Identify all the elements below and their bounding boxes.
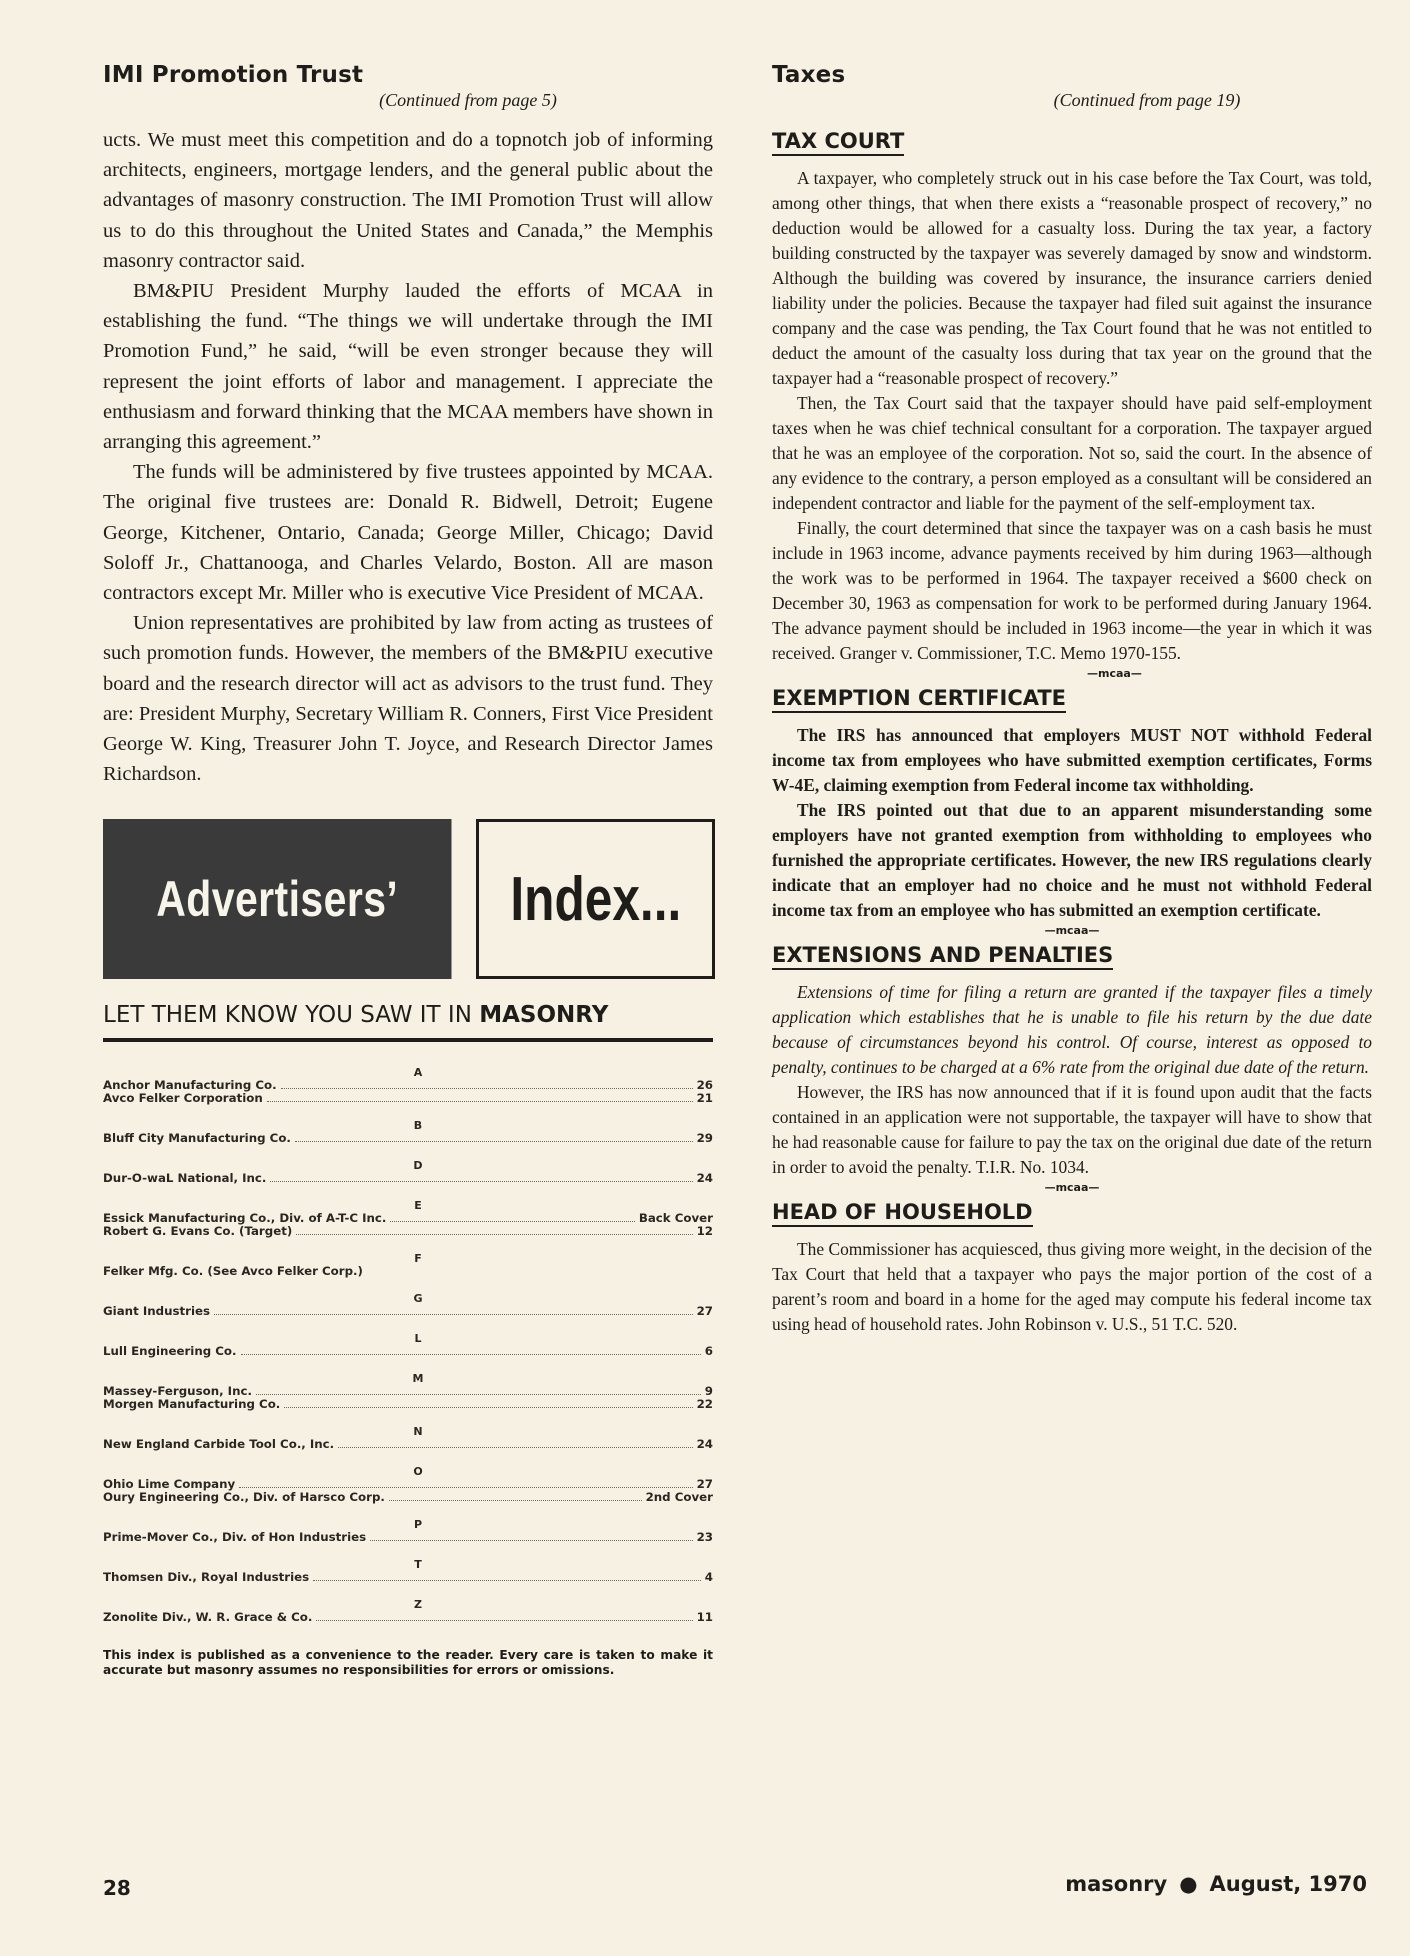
index-gap bbox=[103, 1238, 713, 1252]
banner-index-block bbox=[476, 819, 715, 979]
tax-court-paragraph-2: Then, the Tax Court said that the taxpayer should have paid self-employment taxes when he was chief technical consultant for a corporation. The taxpayer argued that he was an employee of the corporation. Not so, said the court. In the absence of any evidence to the contrary, a person employed as a consultant will be considered an independent contractor and liable for the payment of the self-employment tax. bbox=[772, 393, 1372, 513]
leader-dots bbox=[313, 1580, 701, 1581]
leader-dots bbox=[296, 1234, 692, 1235]
advertiser-page: 27 bbox=[696, 1477, 713, 1492]
leader-dots bbox=[267, 1101, 693, 1102]
index-row bbox=[103, 1172, 713, 1185]
advertisers-index-banner bbox=[103, 819, 713, 984]
tagline-prefix: LET THEM KNOW YOU SAW IT IN bbox=[103, 1002, 480, 1029]
bullet-icon: ● bbox=[1179, 1872, 1198, 1896]
index-row bbox=[103, 1132, 713, 1145]
index-row bbox=[103, 1305, 713, 1318]
leader-dots bbox=[241, 1354, 701, 1355]
index-letter: B bbox=[413, 1119, 423, 1133]
footer-publication bbox=[1065, 1872, 1367, 1896]
advertiser-page: 21 bbox=[696, 1091, 713, 1106]
exemption-paragraph-1: The IRS has announced that employers MUST NOT withhold Federal income tax from employees who have submitted exemption certificates, Forms W-4E, claiming exemption from Federal income tax withholding. bbox=[772, 725, 1372, 795]
index-letter: M bbox=[412, 1372, 424, 1386]
index-gap bbox=[103, 1318, 713, 1332]
tagline-masonry: MASONRY bbox=[479, 1002, 609, 1029]
index-row bbox=[103, 1438, 713, 1451]
section-title-extensions: EXTENSIONS AND PENALTIES bbox=[772, 943, 1113, 970]
continued-note-left: (Continued from page 5) bbox=[379, 90, 557, 110]
tax-court-paragraph-1: A taxpayer, who completely struck out in his case before the Tax Court, was told, among other things, that when there exists a “reasonable prospect of recovery,” no deduction would be allowed for a casualty loss. During the tax year, a factory building constructed by the taxpayer was severely damaged by snow and windstorm. Although the building was covered by insurance, the insurance carriers denied liability under the policies. Because the taxpayer had filed suit against the insurance company and the case was pending, the Tax Court found that he was not entitled to deduct the amount of the casualty loss during that tax year on the ground that the taxpayer had a “reasonable prospect of recovery.” bbox=[772, 168, 1372, 388]
index-row bbox=[103, 1571, 713, 1584]
advertiser-name: Avco Felker Corporation bbox=[103, 1091, 263, 1106]
advertiser-page: 26 bbox=[696, 1078, 713, 1093]
section-title-head-household: HEAD OF HOUSEHOLD bbox=[772, 1200, 1033, 1227]
right-column bbox=[772, 62, 1372, 1337]
advertiser-name: Thomsen Div., Royal Industries bbox=[103, 1570, 310, 1585]
index-letter: T bbox=[414, 1558, 422, 1572]
leader-dots bbox=[370, 1540, 692, 1541]
article-heading-taxes: Taxes bbox=[772, 62, 846, 88]
left-paragraph-1: ucts. We must meet this competition and do a topnotch job of informing architects, engineers, mortgage lenders, and the general public about the advantages of masonry construction. The IMI Promotion Trust will allow us to do this throughout the United States and Canada,” the Memphis masonry contractor said. bbox=[103, 129, 713, 272]
index-letter: P bbox=[413, 1518, 423, 1532]
leader-dots bbox=[281, 1088, 693, 1089]
advertiser-name: Robert G. Evans Co. (Target) bbox=[103, 1224, 293, 1239]
advertiser-name: Zonolite Div., W. R. Grace & Co. bbox=[103, 1610, 313, 1625]
advertiser-page: 23 bbox=[696, 1530, 713, 1545]
banner-advertisers-block: Advertisers’ bbox=[103, 819, 452, 979]
household-paragraph-1: The Commissioner has acquiesced, thus giving more weight, in the decision of the Tax Court that held that a taxpayer who pays the major portion of the cost of a parent’s room and board in a home for the aged may compute his federal income tax using head of household rates. John Robinson v. U.S., 51 T.C. 520. bbox=[772, 1239, 1372, 1334]
page-number: 28 bbox=[103, 1876, 131, 1900]
index-gap bbox=[103, 1544, 713, 1558]
advertiser-page: 2nd Cover bbox=[645, 1490, 713, 1505]
advertiser-page: 12 bbox=[696, 1224, 713, 1239]
advertiser-name: Oury Engineering Co., Div. of Harsco Corp. bbox=[103, 1490, 385, 1505]
index-row bbox=[103, 1611, 713, 1624]
advertiser-name: Essick Manufacturing Co., Div. of A-T-C Inc. bbox=[103, 1211, 387, 1226]
advertisers-index-list bbox=[103, 1066, 713, 1624]
advertiser-page: 27 bbox=[696, 1304, 713, 1319]
advertiser-name: Lull Engineering Co. bbox=[103, 1344, 237, 1359]
index-row bbox=[103, 1265, 713, 1278]
advertiser-name: Massey-Ferguson, Inc. bbox=[103, 1384, 252, 1399]
advertiser-page: 22 bbox=[696, 1397, 713, 1412]
footer-magazine: masonry bbox=[1065, 1872, 1168, 1896]
advertiser-page: 11 bbox=[696, 1610, 713, 1625]
index-disclaimer: This index is published as a convenience to the reader. Every care is taken to make it accurate but masonry assumes no responsibilities for errors or omissions. bbox=[103, 1648, 713, 1678]
left-column bbox=[103, 62, 713, 1678]
advertiser-page: 9 bbox=[704, 1384, 713, 1399]
index-letter: A bbox=[413, 1066, 423, 1080]
leader-dots bbox=[338, 1447, 692, 1448]
index-gap bbox=[103, 1145, 713, 1159]
left-paragraph-2: BM&PIU President Murphy lauded the efforts of MCAA in establishing the fund. “The things we will undertake through the IMI Promotion Fund,” he said, “will be even stronger because they will represent the joint efforts of labor and management. I appreciate the enthusiasm and forward thinking that the MCAA members have shown in arranging this agreement.” bbox=[103, 280, 713, 454]
advertiser-page: 24 bbox=[696, 1437, 713, 1452]
advertiser-name: Prime-Mover Co., Div. of Hon Industries bbox=[103, 1530, 367, 1545]
exemption-paragraph-2: The IRS pointed out that due to an apparent misunderstanding some employers have not granted exemption from withholding to employees who furnished the appropriate certificates. However, the new IRS regulations clearly indicate that an employer had no choice and he must not withhold Federal income tax from an employee who has submitted an exemption certificate. bbox=[772, 800, 1372, 920]
index-letter: L bbox=[414, 1332, 422, 1346]
index-gap bbox=[103, 1185, 713, 1199]
leader-dots bbox=[270, 1181, 692, 1182]
index-row bbox=[103, 1092, 713, 1105]
mcaa-divider-3: —mcaa— bbox=[1044, 1181, 1100, 1194]
index-row bbox=[103, 1398, 713, 1411]
extensions-paragraph-1: Extensions of time for filing a return are granted if the taxpayer files a timely application which establishes that he is unable to file his return by the due date because of circumstances beyond his control. Of course, interest as opposed to penalty, continues to be charged at a 6% rate from the original due date of the return. bbox=[772, 982, 1372, 1077]
mcaa-divider-1: —mcaa— bbox=[1087, 667, 1142, 680]
index-gap bbox=[103, 1451, 713, 1465]
extensions-paragraph-2: However, the IRS has now announced that if it is found upon audit that the facts contained in an application were not supportable, the taxpayer will have to show that he had reasonable cause for failure to pay the tax on the original due date of the return in order to avoid the penalty. T.I.R. No. 1034. bbox=[772, 1082, 1372, 1177]
mcaa-divider-2: —mcaa— bbox=[1044, 924, 1100, 937]
index-gap bbox=[103, 1584, 713, 1598]
left-paragraph-3: The funds will be administered by five trustees appointed by MCAA. The original five trustees are: Donald R. Bidwell, Detroit; Eugene George, Kitchener, Ontario, Canada; George Miller, Chicago; David Soloff Jr., Chattanooga, and Charles Velardo, Boston. All are mason contractors except Mr. Miller who is executive Vice President of MCAA. bbox=[103, 461, 713, 605]
index-letter: G bbox=[413, 1292, 423, 1306]
advertiser-name: Morgen Manufacturing Co. bbox=[103, 1397, 281, 1412]
advertiser-page: 6 bbox=[704, 1344, 713, 1359]
index-gap bbox=[103, 1504, 713, 1518]
index-gap bbox=[103, 1358, 713, 1372]
advertiser-name: Dur-O-waL National, Inc. bbox=[103, 1171, 267, 1186]
advertiser-name: Felker Mfg. Co. (See Avco Felker Corp.) bbox=[103, 1264, 363, 1279]
advertiser-page: 29 bbox=[696, 1131, 713, 1146]
article-heading-imi: IMI Promotion Trust bbox=[103, 62, 364, 88]
advertiser-page: 24 bbox=[696, 1171, 713, 1186]
advertiser-name: New England Carbide Tool Co., Inc. bbox=[103, 1437, 335, 1452]
advertiser-name: Bluff City Manufacturing Co. bbox=[103, 1131, 291, 1146]
advertiser-page: 4 bbox=[704, 1570, 713, 1585]
banner-tagline bbox=[103, 1002, 713, 1042]
footer-date: August, 1970 bbox=[1209, 1872, 1367, 1896]
section-title-exemption: EXEMPTION CERTIFICATE bbox=[772, 686, 1066, 713]
leader-dots bbox=[389, 1500, 642, 1501]
left-paragraph-4: Union representatives are prohibited by law from acting as trustees of such promotion funds. However, the members of the BM&PIU executive board and the research director will act as advisors to the trust fund. They are: President Murphy, Secretary William R. Conners, First Vice President George W. King, Treasurer John T. Joyce, and Research Director James Richardson. bbox=[103, 612, 713, 786]
leader-dots bbox=[295, 1141, 693, 1142]
index-letter: E bbox=[414, 1199, 422, 1213]
leader-dots bbox=[256, 1394, 701, 1395]
index-gap bbox=[103, 1105, 713, 1119]
index-letter: F bbox=[414, 1252, 422, 1266]
index-gap bbox=[103, 1411, 713, 1425]
index-letter: N bbox=[413, 1425, 423, 1439]
advertiser-name: Ohio Lime Company bbox=[103, 1477, 236, 1492]
index-letter: Z bbox=[414, 1598, 422, 1612]
leader-dots bbox=[239, 1487, 692, 1488]
leader-dots bbox=[390, 1221, 634, 1222]
index-row bbox=[103, 1531, 713, 1544]
index-row bbox=[103, 1345, 713, 1358]
tax-court-paragraph-3: Finally, the court determined that since the taxpayer was on a cash basis he must include in 1963 income, advance payments received by him during 1963—although the work was to be performed in 1964. The taxpayer received a $600 check on December 30, 1963 as compensation for work to be performed during January 1964. The advance payment should be included in 1963 income—the year in which it was received. Granger v. Commissioner, T.C. Memo 1970-155. bbox=[772, 518, 1372, 663]
leader-dots bbox=[284, 1407, 692, 1408]
index-row bbox=[103, 1491, 713, 1504]
banner-index-text: Index... bbox=[510, 864, 681, 934]
leader-dots bbox=[214, 1314, 693, 1315]
advertiser-page: Back Cover bbox=[638, 1211, 713, 1226]
index-row bbox=[103, 1225, 713, 1238]
index-letter: D bbox=[413, 1159, 423, 1173]
leader-dots bbox=[316, 1620, 692, 1621]
section-title-tax-court: TAX COURT bbox=[772, 129, 904, 156]
index-letter: O bbox=[413, 1465, 423, 1479]
continued-note-right: (Continued from page 19) bbox=[1053, 90, 1241, 110]
advertiser-name: Giant Industries bbox=[103, 1304, 211, 1319]
index-gap bbox=[103, 1278, 713, 1292]
advertiser-name: Anchor Manufacturing Co. bbox=[103, 1078, 277, 1093]
